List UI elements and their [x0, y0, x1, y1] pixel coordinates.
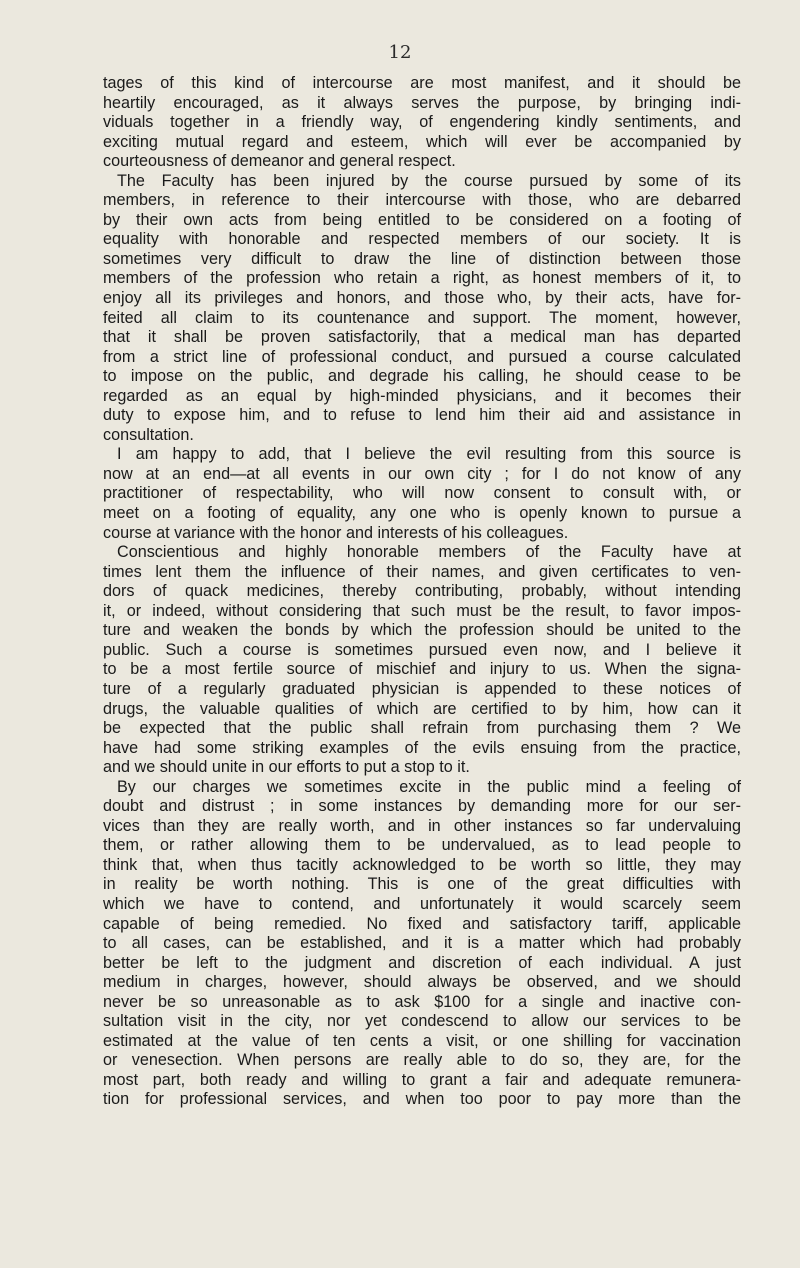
text-line: enjoy all its privileges and honors, and those who, by their acts, have for-: [103, 289, 741, 308]
text-line: doubt and distrust ; in some instances by demanding more for our ser-: [103, 797, 741, 816]
text-line: from a strict line of professional conduct, and pursued a course calculated: [103, 347, 741, 366]
text-line: now at an end—at all events in our own city ; for I do not know of any: [103, 464, 741, 483]
text-line: drugs, the valuable qualities of which are certified to by him, how can it: [103, 699, 741, 718]
text-line: to impose on the public, and degrade his calling, he should cease to be: [103, 367, 741, 386]
text-line: vices than they are really worth, and in other instances so far undervaluing: [103, 816, 741, 835]
text-line: consultation.: [103, 425, 194, 444]
text-line: duty to expose him, and to refuse to lend him their aid and assistance in: [103, 406, 741, 425]
paragraph: [103, 172, 741, 446]
text-line: have had some striking examples of the evils ensuing from the practice,: [103, 738, 741, 757]
text-line: dors of quack medicines, thereby contributing, probably, without intending: [103, 582, 741, 601]
text-line: better be left to the judgment and discretion of each individual. A just: [103, 953, 741, 972]
text-line: estimated at the value of ten cents a visit, or one shilling for vaccination: [103, 1031, 741, 1050]
text-line: course at variance with the honor and interests of his colleagues.: [103, 523, 569, 542]
text-line: By our charges we sometimes excite in the public mind a feeling of: [117, 777, 741, 796]
text-line: feited all claim to its countenance and support. The moment, however,: [103, 308, 741, 327]
text-line: exciting mutual regard and esteem, which will ever be accompanied by: [103, 132, 741, 151]
text-line: I am happy to add, that I believe the evil resulting from this source is: [117, 445, 741, 464]
text-line: meet on a footing of equality, any one who is openly known to pursue a: [103, 504, 741, 523]
paragraph: [103, 543, 741, 778]
text-line: The Faculty has been injured by the course pursued by some of its: [117, 171, 741, 190]
text-line: them, or rather allowing them to be undervalued, as to lead people to: [103, 836, 741, 855]
text-line: regarded as an equal by high-minded physicians, and it becomes their: [103, 386, 741, 405]
text-line: which we have to contend, and unfortunately it would scarcely seem: [103, 894, 741, 913]
paragraph: [103, 778, 741, 1110]
body-text: [103, 74, 741, 1110]
text-line: heartily encouraged, as it always serves the purpose, by bringing indi-: [103, 93, 741, 112]
text-line: never be so unreasonable as to ask $100 for a single and inactive con-: [103, 992, 741, 1011]
text-line: think that, when thus tacitly acknowledged to be worth so little, they may: [103, 855, 741, 874]
text-line: in reality be worth nothing. This is one of the great difficulties with: [103, 875, 741, 894]
text-line: to be a most fertile source of mischief and injury to us. When the signa-: [103, 660, 741, 679]
text-line: times lent them the influence of their names, and given certificates to ven-: [103, 562, 741, 581]
paragraph: [103, 445, 741, 543]
text-line: capable of being remedied. No fixed and satisfactory tariff, applicable: [103, 914, 741, 933]
text-line: most part, both ready and willing to grant a fair and adequate remunera-: [103, 1070, 741, 1089]
text-line: by their own acts from being entitled to be considered on a footing of: [103, 210, 741, 229]
text-line: it, or indeed, without considering that such must be the result, to favor impos-: [103, 601, 741, 620]
text-line: public. Such a course is sometimes pursued even now, and I believe it: [103, 640, 741, 659]
text-line: tion for professional services, and when too poor to pay more than the: [103, 1090, 741, 1109]
text-line: sometimes very difficult to draw the line of distinction between those: [103, 249, 741, 268]
text-line: tages of this kind of intercourse are most manifest, and it should be: [103, 74, 741, 92]
text-line: Conscientious and highly honorable members of the Faculty have at: [117, 543, 741, 562]
text-line: members of the profession who retain a right, as honest members of it, to: [103, 269, 741, 288]
text-line: ture of a regularly graduated physician is appended to these notices of: [103, 679, 741, 698]
text-line: that it shall be proven satisfactorily, that a medical man has departed: [103, 328, 741, 347]
text-line: medium in charges, however, should always be observed, and we should: [103, 973, 741, 992]
text-line: be expected that the public shall refrain from purchasing them ? We: [103, 719, 741, 738]
text-line: practitioner of respectability, who will now consent to consult with, or: [103, 484, 741, 503]
text-line: to all cases, can be established, and it is a matter which had probably: [103, 934, 741, 953]
paragraph: [103, 74, 741, 172]
text-line: sultation visit in the city, nor yet condescend to allow our services to be: [103, 1012, 741, 1031]
text-line: courteousness of demeanor and general respect.: [103, 152, 456, 171]
page-number: 12: [388, 42, 412, 63]
text-line: ture and weaken the bonds by which the profession should be united to the: [103, 621, 741, 640]
text-line: equality with honorable and respected members of our society. It is: [103, 230, 741, 249]
text-line: and we should unite in our efforts to put a stop to it.: [103, 758, 470, 777]
text-line: members, in reference to their intercourse with those, who are debarred: [103, 191, 741, 210]
text-line: or venesection. When persons are really able to do so, they are, for the: [103, 1051, 741, 1070]
text-line: viduals together in a friendly way, of engendering kindly sentiments, and: [103, 113, 741, 132]
